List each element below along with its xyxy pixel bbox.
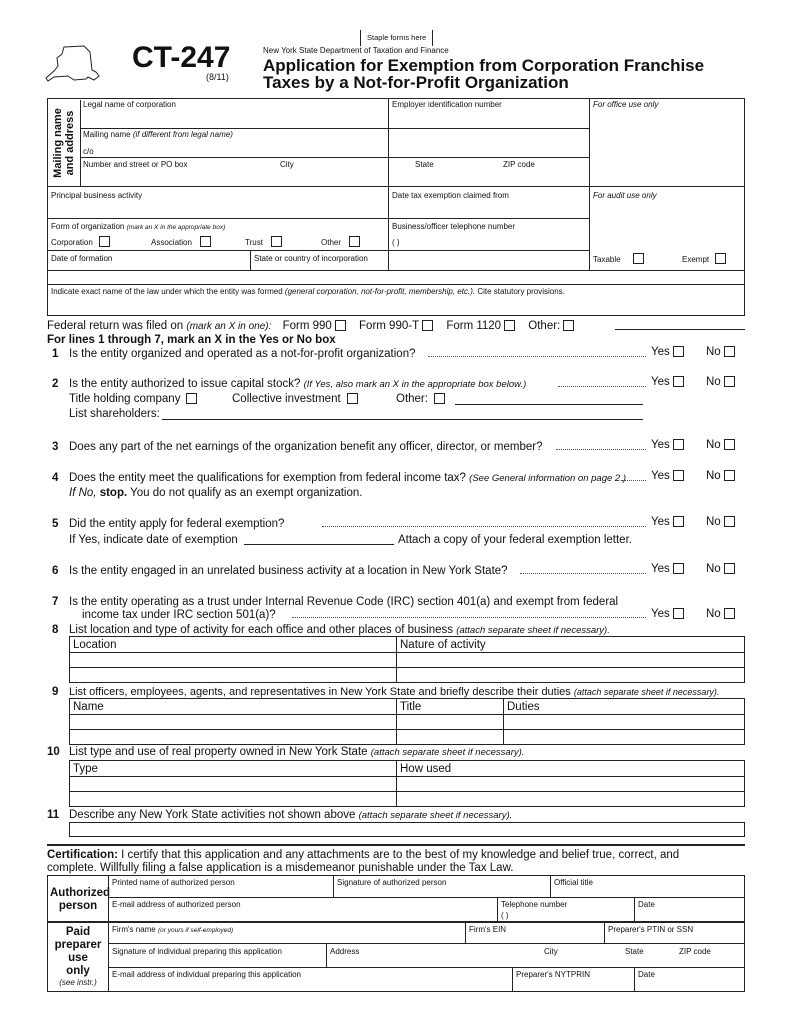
signature-field[interactable]: Signature of authorized person: [337, 878, 447, 887]
line-3-no: No: [706, 439, 735, 452]
line-5-yes: Yes: [651, 516, 684, 529]
attach-letter-note: Attach a copy of your federal exemption letter.: [398, 534, 632, 546]
line-1-no-checkbox[interactable]: [724, 346, 735, 357]
line-6-question: Is the entity engaged in an unrelated business activity at a location in New York State?: [69, 565, 508, 577]
preparer-address-field[interactable]: Address: [330, 947, 360, 956]
department-name: New York State Department of Taxation and Finance: [263, 46, 449, 55]
line-3-yes: Yes: [651, 439, 684, 452]
zip-field[interactable]: ZIP code: [503, 160, 535, 169]
line-11-input[interactable]: [69, 822, 745, 837]
phone-field[interactable]: ( ): [392, 238, 400, 247]
law-name-field[interactable]: Indicate exact name of the law under which the entity was formed (general corporation, not-for-profit, membership, etc.). Cite statutory provisions.: [51, 287, 565, 296]
paid-label: Paid: [65, 926, 91, 938]
title-holding-option: Title holding company: [69, 393, 197, 406]
line-2-yes: Yes: [651, 376, 684, 389]
line-11-instruction: Describe any New York State activities not shown above (attach separate sheet if necessary).: [69, 809, 513, 821]
preparer-email-field[interactable]: E-mail address of individual preparing this application: [112, 970, 301, 979]
line-5-question: Did the entity apply for federal exemption?: [69, 518, 285, 530]
state-incorporation-field[interactable]: State or country of incorporation: [254, 254, 368, 263]
line-1-yes-checkbox[interactable]: [673, 346, 684, 357]
preparer-date-field[interactable]: Date: [638, 970, 655, 979]
line-1-no: No: [706, 346, 735, 359]
other-return-line[interactable]: [615, 329, 745, 330]
line-5-number: 5: [52, 518, 59, 530]
other-org-checkbox[interactable]: [349, 236, 360, 247]
mailing-name-note: (if different from legal name): [132, 130, 233, 139]
line-4-yes-checkbox[interactable]: [673, 470, 684, 481]
line-7-yes: Yes: [651, 608, 684, 621]
mailing-name-label: Mailing name: [83, 130, 131, 139]
line-7-number: 7: [52, 596, 59, 608]
federal-return-row: Federal return was filed on (mark an X in one): Form 990 Form 990-T Form 1120 Other:: [47, 320, 574, 333]
line-4-number: 4: [52, 472, 59, 484]
other-return-checkbox[interactable]: [563, 320, 574, 331]
line-7-no: No: [706, 608, 735, 621]
line-6-yes-checkbox[interactable]: [673, 563, 684, 574]
state-field[interactable]: State: [415, 160, 434, 169]
association-checkbox[interactable]: [200, 236, 211, 247]
office-use-label: For office use only: [593, 100, 659, 109]
telephone-field-label: Telephone number: [501, 900, 568, 909]
line-7-no-checkbox[interactable]: [724, 608, 735, 619]
line-7-yes-checkbox[interactable]: [673, 608, 684, 619]
line-2-other-checkbox[interactable]: [434, 393, 445, 404]
sidebar-label-2: and address: [63, 110, 76, 176]
line-5-no: No: [706, 516, 735, 529]
line-1-number: 1: [52, 348, 59, 360]
form-1120-checkbox[interactable]: [504, 320, 515, 331]
line-10-number: 10: [47, 746, 60, 758]
preparer-state-field[interactable]: State: [625, 947, 644, 956]
line-6-yes: Yes: [651, 563, 684, 576]
line-11-number: 11: [47, 809, 60, 821]
line-4-yes: Yes: [651, 470, 684, 483]
authorized-email-field[interactable]: E-mail address of authorized person: [112, 900, 241, 909]
form-number: CT-247: [132, 41, 231, 74]
line-3-number: 3: [52, 441, 59, 453]
city-field[interactable]: City: [280, 160, 294, 169]
duties-column-header: Duties: [507, 701, 540, 713]
formation-date-field[interactable]: Date of formation: [51, 254, 113, 263]
preparer-zip-field[interactable]: ZIP code: [679, 947, 711, 956]
location-column-header: Location: [73, 639, 117, 651]
trust-checkbox[interactable]: [271, 236, 282, 247]
line-6-no: No: [706, 563, 735, 576]
line-7-question-1: Is the entity operating as a trust under Internal Revenue Code (IRC) section 401(a) and exempt from federal: [69, 596, 619, 608]
line-3-yes-checkbox[interactable]: [673, 439, 684, 450]
only-label: only: [66, 965, 90, 977]
line-6-number: 6: [52, 565, 59, 577]
phone-field-label: Business/officer telephone number: [392, 222, 516, 231]
staple-note: Staple forms here: [367, 33, 427, 42]
line-3-no-checkbox[interactable]: [724, 439, 735, 450]
yes-no-instructions: For lines 1 through 7, mark an X in the Yes or No box: [47, 334, 336, 346]
nature-column-header: Nature of activity: [400, 639, 486, 651]
mailing-name-field[interactable]: [83, 130, 233, 140]
line-2-no-checkbox[interactable]: [724, 376, 735, 387]
firm-ein-field[interactable]: Firm's EIN: [469, 925, 507, 934]
ptin-field[interactable]: Preparer's PTIN or SSN: [608, 925, 694, 934]
firm-name-field[interactable]: Firm's name (or yours if self-employed): [112, 925, 234, 934]
line-8-number: 8: [52, 624, 59, 636]
shareholders-input[interactable]: [162, 419, 643, 420]
federal-exemption-date-input[interactable]: [244, 544, 394, 545]
ein-field[interactable]: Employer identification number: [392, 100, 502, 109]
line-4-no-checkbox[interactable]: [724, 470, 735, 481]
exempt-checkbox[interactable]: [715, 253, 726, 264]
org-trust: Trust: [245, 236, 282, 248]
principal-activity-field[interactable]: Principal business activity: [51, 191, 143, 200]
line-4-question: Does the entity meet the qualifications for exemption from federal income tax? (See General information on page 2.): [69, 472, 626, 484]
taxable-option: Taxable: [593, 253, 644, 265]
line-8-instruction: List location and type of activity for each office and other places of business (attach separate sheet if necessary).: [69, 624, 610, 636]
authorized-label-2: person: [58, 900, 98, 912]
line-1-question: Is the entity organized and operated as a not-for-profit organization?: [69, 348, 416, 360]
care-of-label: c/o: [83, 147, 94, 156]
taxable-checkbox[interactable]: [633, 253, 644, 264]
form-title-line-1: Application for Exemption from Corporation Franchise: [263, 56, 705, 75]
authorized-date-field[interactable]: Date: [638, 900, 655, 909]
preparer-label: preparer: [54, 939, 102, 951]
line-4-no: No: [706, 470, 735, 483]
line-2-number: 2: [52, 378, 59, 390]
see-instr-label: (see instr.): [59, 978, 97, 987]
org-association: Association: [151, 236, 211, 248]
line-7-question-2: income tax under IRC section 501(a)?: [82, 609, 276, 621]
corporation-checkbox[interactable]: [99, 236, 110, 247]
org-other: Other: [321, 236, 360, 248]
collective-investment-option: Collective investment: [232, 393, 358, 406]
nytprin-field[interactable]: Preparer's NYTPRIN: [516, 970, 590, 979]
exempt-option: Exempt: [682, 253, 726, 265]
preparer-signature-field[interactable]: Signature of individual preparing this application: [112, 947, 282, 956]
sidebar-label-1: Mailing name: [51, 108, 64, 178]
exemption-date-field[interactable]: Date tax exemption claimed from: [392, 191, 509, 200]
line-10-instruction: List type and use of real property owned in New York State (attach separate sheet if necessary).: [69, 746, 525, 758]
form-990-checkbox[interactable]: [335, 320, 346, 331]
line-2-other-option: Other:: [396, 393, 445, 406]
use-label: use: [68, 952, 88, 964]
line-2-no: No: [706, 376, 735, 389]
collective-investment-checkbox[interactable]: [347, 393, 358, 404]
type-column-header: Type: [73, 763, 98, 775]
line-5-yes-checkbox[interactable]: [673, 516, 684, 527]
line-2-yes-checkbox[interactable]: [673, 376, 684, 387]
org-corporation: Corporation: [51, 236, 110, 248]
telephone-field[interactable]: ( ): [501, 911, 509, 920]
certification-text-2: complete. Willfully filing a false application is a misdemeanor punishable under the Tax Law.: [47, 862, 514, 874]
official-title-field[interactable]: Official title: [554, 878, 593, 887]
line-9-instruction: List officers, employees, agents, and representatives in New York State and briefly describe their duties (attach separate sheet if necessary).: [69, 686, 720, 698]
certification-text-1: Certification: I certify that this application and any attachments are to the best of my knowledge and belief true, correct, and: [47, 849, 680, 861]
line-4-stop-note: If No, stop. You do not qualify as an exempt organization.: [69, 487, 363, 499]
legal-name-field[interactable]: Legal name of corporation: [83, 100, 176, 109]
form-990t-checkbox[interactable]: [422, 320, 433, 331]
authorized-label-1: Authorized: [50, 887, 111, 899]
shareholders-label: List shareholders:: [69, 408, 160, 420]
line-3-question: Does any part of the net earnings of the organization benefit any officer, director, or member?: [69, 441, 543, 453]
form-title-line-2: Taxes by a Not-for-Profit Organization: [263, 73, 569, 92]
street-field[interactable]: Number and street or PO box: [83, 160, 188, 169]
audit-use-label: For audit use only: [593, 191, 657, 200]
title-holding-checkbox[interactable]: [186, 393, 197, 404]
ny-state-map-icon: [44, 44, 100, 86]
line-6-no-checkbox[interactable]: [724, 563, 735, 574]
exemption-date-label: If Yes, indicate date of exemption: [69, 534, 238, 546]
form-revision-date: (8/11): [206, 72, 229, 82]
line-9-number: 9: [52, 686, 59, 698]
how-used-column-header: How used: [400, 763, 452, 775]
line-5-no-checkbox[interactable]: [724, 516, 735, 527]
mailing-address-sidebar: [47, 100, 81, 186]
name-column-header: Name: [73, 701, 104, 713]
preparer-city-field[interactable]: City: [544, 947, 558, 956]
line-2-other-input[interactable]: [455, 404, 643, 405]
line-1-yes: Yes: [651, 346, 684, 359]
title-column-header: Title: [400, 701, 422, 713]
form-of-org-label: Form of organization (mark an X in the appropriate box): [51, 222, 226, 231]
printed-name-field[interactable]: Printed name of authorized person: [112, 878, 235, 887]
line-2-question: Is the entity authorized to issue capital stock? (If Yes, also mark an X in the appropriate box below.): [69, 378, 527, 390]
